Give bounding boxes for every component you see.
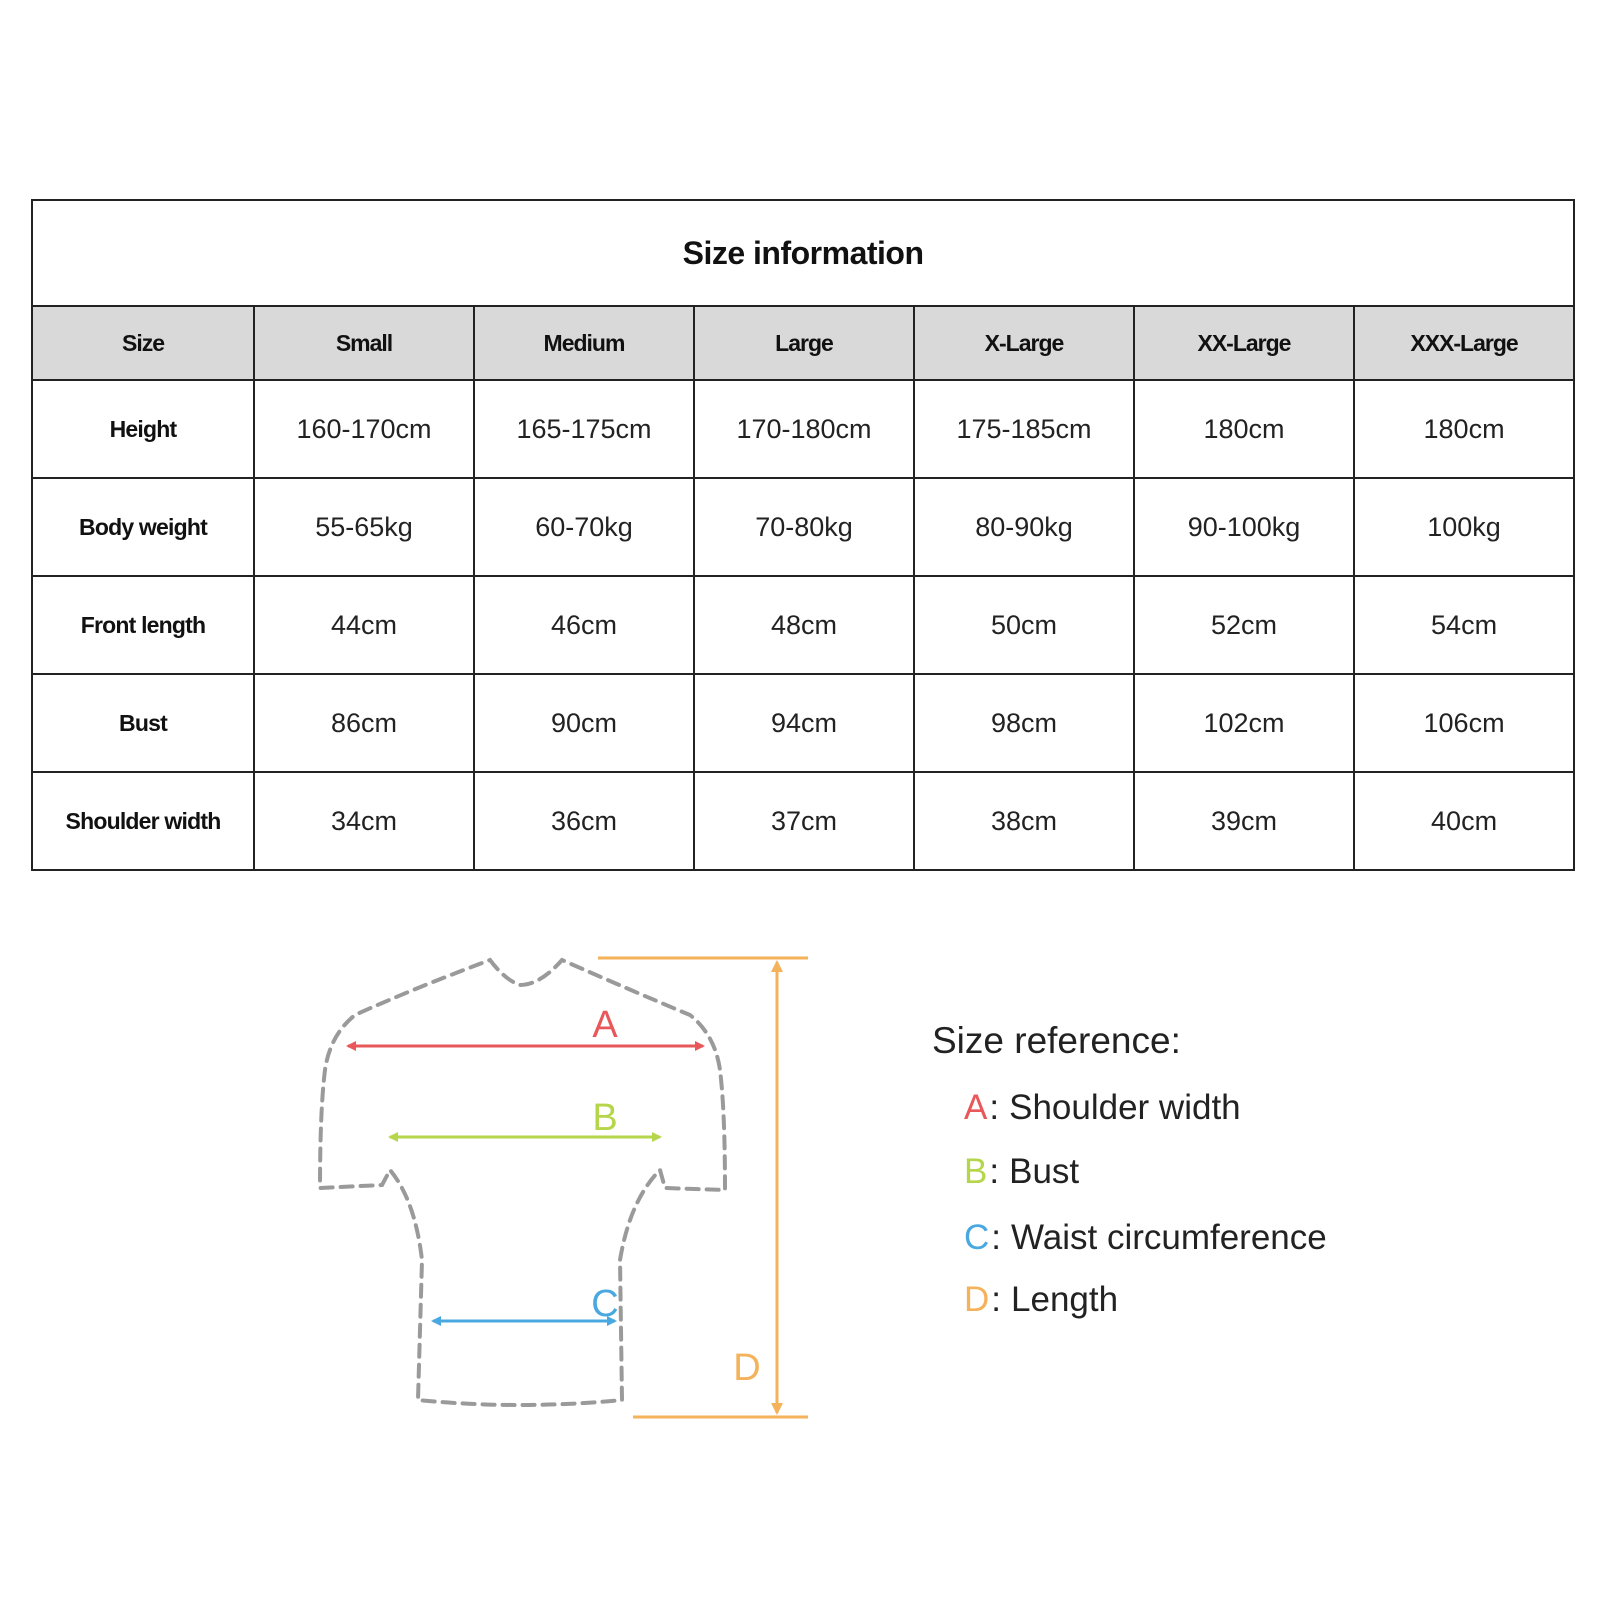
table-row-body-weight xyxy=(32,478,1574,576)
row-label: Shoulder width xyxy=(32,772,254,870)
header-size-x-large: X-Large xyxy=(914,306,1134,380)
table-cell: 38cm xyxy=(914,772,1134,870)
label-d: D xyxy=(733,1347,761,1389)
table-cell: 34cm xyxy=(254,772,474,870)
table-cell: 102cm xyxy=(1134,674,1354,772)
table-cell: 80-90kg xyxy=(914,478,1134,576)
header-size-label: Size xyxy=(32,306,254,380)
header-size-xx-large: XX-Large xyxy=(1134,306,1354,380)
table-cell: 86cm xyxy=(254,674,474,772)
table-cell: 100kg xyxy=(1354,478,1574,576)
label-b: B xyxy=(592,1097,618,1139)
shirt-diagram xyxy=(300,940,820,1430)
reference-separator: : xyxy=(989,1152,1000,1191)
reference-separator: : xyxy=(989,1088,1000,1127)
reference-text: Shoulder width xyxy=(1009,1088,1241,1127)
table-title: Size information xyxy=(32,200,1574,306)
reference-text: Bust xyxy=(1009,1152,1080,1191)
title-row xyxy=(32,200,1574,306)
table-cell: 60-70kg xyxy=(474,478,694,576)
reference-item-shoulder-width xyxy=(964,1088,1241,1128)
reference-text: Length xyxy=(1011,1280,1119,1319)
reference-item-waist xyxy=(964,1218,1327,1258)
table-cell: 90-100kg xyxy=(1134,478,1354,576)
table-row-height xyxy=(32,380,1574,478)
row-label: Bust xyxy=(32,674,254,772)
header-size-large: Large xyxy=(694,306,914,380)
size-table xyxy=(31,199,1575,871)
reference-key: C xyxy=(964,1218,990,1257)
reference-separator: : xyxy=(991,1280,1002,1319)
table-row-bust xyxy=(32,674,1574,772)
label-c: C xyxy=(591,1283,619,1325)
reference-text: Waist circumference xyxy=(1011,1218,1327,1257)
table-cell: 54cm xyxy=(1354,576,1574,674)
reference-key: B xyxy=(964,1152,988,1191)
table-cell: 55-65kg xyxy=(254,478,474,576)
table-cell: 70-80kg xyxy=(694,478,914,576)
table-cell: 52cm xyxy=(1134,576,1354,674)
reference-separator: : xyxy=(991,1218,1002,1257)
reference-key: D xyxy=(964,1280,990,1319)
row-label: Front length xyxy=(32,576,254,674)
table-cell: 94cm xyxy=(694,674,914,772)
table-cell: 98cm xyxy=(914,674,1134,772)
header-row xyxy=(32,306,1574,380)
label-a: A xyxy=(592,1004,618,1046)
table-cell: 165-175cm xyxy=(474,380,694,478)
reference-heading: Size reference: xyxy=(932,1020,1181,1061)
reference-key: A xyxy=(964,1088,988,1127)
table-cell: 36cm xyxy=(474,772,694,870)
table-cell: 180cm xyxy=(1354,380,1574,478)
table-cell: 180cm xyxy=(1134,380,1354,478)
table-cell: 106cm xyxy=(1354,674,1574,772)
table-cell: 160-170cm xyxy=(254,380,474,478)
row-label: Body weight xyxy=(32,478,254,576)
table-cell: 44cm xyxy=(254,576,474,674)
table-cell: 90cm xyxy=(474,674,694,772)
table-cell: 175-185cm xyxy=(914,380,1134,478)
reference-item-length xyxy=(964,1280,1118,1320)
table-row-shoulder-width xyxy=(32,772,1574,870)
row-label: Height xyxy=(32,380,254,478)
table-cell: 40cm xyxy=(1354,772,1574,870)
table-row-front-length xyxy=(32,576,1574,674)
table-cell: 46cm xyxy=(474,576,694,674)
header-size-xxx-large: XXX-Large xyxy=(1354,306,1574,380)
table-cell: 50cm xyxy=(914,576,1134,674)
table-cell: 48cm xyxy=(694,576,914,674)
table-cell: 39cm xyxy=(1134,772,1354,870)
table-cell: 170-180cm xyxy=(694,380,914,478)
table-cell: 37cm xyxy=(694,772,914,870)
header-size-small: Small xyxy=(254,306,474,380)
header-size-medium: Medium xyxy=(474,306,694,380)
reference-item-bust xyxy=(964,1152,1079,1192)
shirt-outline xyxy=(320,960,725,1405)
